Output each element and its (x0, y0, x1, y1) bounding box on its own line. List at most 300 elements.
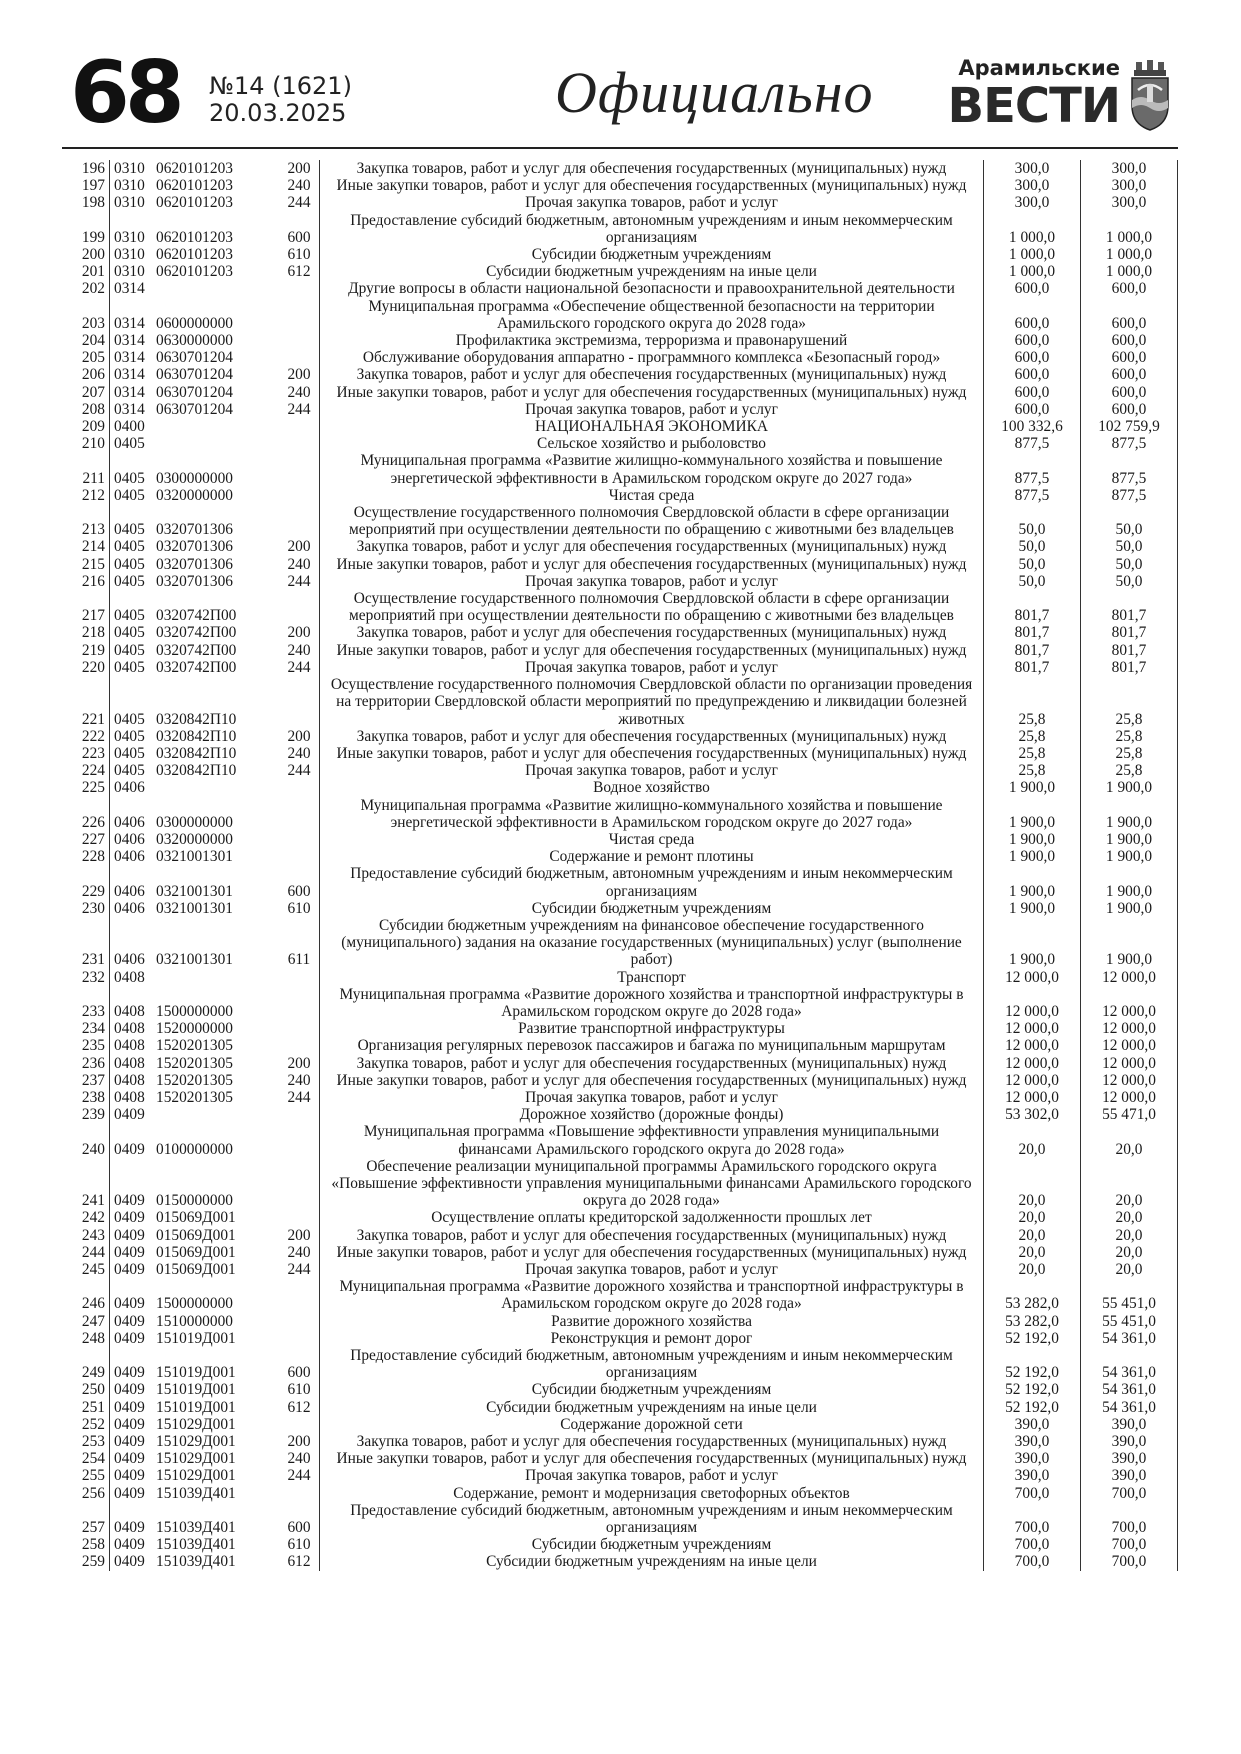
expense-type-code (279, 452, 320, 486)
expense-type-code: 200 (279, 160, 320, 177)
amount-2026: 390,0 (984, 1467, 1081, 1484)
page-number: 68 (70, 43, 180, 143)
amount-2027: 600,0 (1081, 332, 1178, 349)
expense-type-code: 200 (279, 624, 320, 641)
expense-type-code (279, 1123, 320, 1157)
section-code: 0400 (114, 418, 145, 436)
section-code: 0310 (114, 228, 145, 246)
amount-2026: 600,0 (984, 401, 1081, 418)
table-row (62, 401, 1178, 418)
item-name: Прочая закупка товаров, работ и услуг (320, 1089, 984, 1106)
table-row (62, 1278, 1178, 1312)
item-name: Иные закупки товаров, работ и услуг для обеспечения государственных (муниципальных) нужд (320, 1244, 984, 1261)
target-article-code: 0320701306 (156, 572, 233, 590)
amount-2026: 52 192,0 (984, 1399, 1081, 1416)
table-row (62, 659, 1178, 676)
amount-2026: 25,8 (984, 728, 1081, 745)
target-article-code (153, 1106, 279, 1123)
item-name: Иные закупки товаров, работ и услуг для обеспечения государственных (муниципальных) нужд (320, 177, 984, 194)
amount-2027: 700,0 (1081, 1536, 1178, 1553)
target-article-code (153, 418, 279, 435)
item-name: Субсидии бюджетным учреждениям (320, 246, 984, 263)
item-name: Закупка товаров, работ и услуг для обеспечения государственных (муниципальных) нужд (320, 160, 984, 177)
section-code: 0314 (114, 383, 145, 401)
section-code: 0406 (114, 830, 145, 848)
table-row (62, 384, 1178, 401)
table-row (62, 1261, 1178, 1278)
amount-2026: 700,0 (984, 1536, 1081, 1553)
expense-type-code: 612 (279, 1399, 320, 1416)
row-number: 225 (62, 779, 110, 796)
item-name: Чистая среда (320, 831, 984, 848)
target-article-code: 0620101203 (156, 263, 233, 281)
section-code: 0406 (114, 779, 145, 797)
section-code: 0409 (114, 1295, 145, 1313)
row-number: 201 (62, 263, 110, 280)
table-row (62, 332, 1178, 349)
row-number: 223 (62, 745, 110, 762)
item-name: Организация регулярных перевозок пассажиров и багажа по муниципальным маршрутам (320, 1037, 984, 1054)
amount-2026: 600,0 (984, 384, 1081, 401)
amount-2026: 53 282,0 (984, 1278, 1081, 1312)
table-row (62, 556, 1178, 573)
target-article-code: 0630701204 (156, 366, 233, 384)
row-number: 214 (62, 538, 110, 555)
row-number: 206 (62, 366, 110, 383)
target-article-code: 0300000000 (156, 813, 233, 831)
amount-2027: 55 451,0 (1081, 1313, 1178, 1330)
item-name: Осуществление государственного полномочия Свердловской области в сфере организации мероприятий при осуществлении деятельности по обращению с животными без владельцев (320, 590, 984, 624)
expense-type-code: 244 (279, 401, 320, 418)
table-row (62, 1244, 1178, 1261)
expense-type-code: 600 (279, 212, 320, 246)
table-row (62, 1227, 1178, 1244)
section-code: 0314 (114, 280, 145, 298)
amount-2027: 700,0 (1081, 1553, 1178, 1570)
expense-type-code: 240 (279, 556, 320, 573)
section-code: 0314 (114, 332, 145, 350)
amount-2026: 25,8 (984, 745, 1081, 762)
target-article-code: 151029Д001 (156, 1467, 236, 1485)
expense-type-code: 612 (279, 263, 320, 280)
row-number: 202 (62, 280, 110, 297)
target-article-code: 1520201305 (156, 1054, 233, 1072)
amount-2026: 53 282,0 (984, 1313, 1081, 1330)
amount-2026: 600,0 (984, 298, 1081, 332)
item-name: Прочая закупка товаров, работ и услуг (320, 762, 984, 779)
amount-2027: 600,0 (1081, 384, 1178, 401)
expense-type-code: 610 (279, 900, 320, 917)
issue-date: 20.03.2025 (209, 99, 347, 127)
budget-table-body (62, 160, 1178, 1571)
amount-2026: 12 000,0 (984, 1020, 1081, 1037)
table-row (62, 1502, 1178, 1536)
amount-2027: 25,8 (1081, 745, 1178, 762)
target-article-code: 0630000000 (156, 332, 233, 350)
expense-type-code (279, 797, 320, 831)
table-row (62, 349, 1178, 366)
section-code: 0405 (114, 762, 145, 780)
section-code: 0405 (114, 710, 145, 728)
table-row (62, 504, 1178, 538)
target-article-code: 0620101203 (156, 160, 233, 177)
item-name: Субсидии бюджетным учреждениям (320, 1381, 984, 1398)
table-row (62, 745, 1178, 762)
item-name: Содержание, ремонт и модернизация светофорных объектов (320, 1485, 984, 1502)
section-code: 0405 (114, 572, 145, 590)
item-name: Чистая среда (320, 487, 984, 504)
target-article-code: 151039Д401 (156, 1553, 236, 1571)
section-code: 0405 (114, 744, 145, 762)
table-row (62, 590, 1178, 624)
row-number: 231 (62, 917, 110, 969)
target-article-code: 151019Д001 (156, 1329, 236, 1347)
amount-2027: 20,0 (1081, 1244, 1178, 1261)
expense-type-code (279, 435, 320, 452)
expense-type-code (279, 1485, 320, 1502)
section-code: 0409 (114, 1261, 145, 1278)
target-article-code: 151039Д401 (156, 1519, 236, 1537)
row-number: 213 (62, 504, 110, 538)
table-row (62, 160, 1178, 177)
section-code: 0310 (114, 246, 145, 264)
item-name: Развитие дорожного хозяйства (320, 1313, 984, 1330)
amount-2027: 12 000,0 (1081, 1089, 1178, 1106)
amount-2026: 12 000,0 (984, 1037, 1081, 1054)
item-name: Осуществление государственного полномочия Свердловской области в сфере организации мероприятий при осуществлении деятельности по обращению с животными без владельцев (320, 504, 984, 538)
expense-type-code: 200 (279, 538, 320, 555)
table-row (62, 1450, 1178, 1467)
row-number: 244 (62, 1244, 110, 1261)
expense-type-code: 240 (279, 1450, 320, 1467)
amount-2027: 20,0 (1081, 1123, 1178, 1157)
header-rule (62, 147, 1178, 149)
section-code: 0406 (114, 882, 145, 900)
expense-type-code (279, 986, 320, 1020)
row-number: 238 (62, 1089, 110, 1106)
target-article-code: 0320701306 (156, 538, 233, 556)
item-name: Содержание и ремонт плотины (320, 848, 984, 865)
row-number: 227 (62, 831, 110, 848)
table-row (62, 1037, 1178, 1054)
section-code: 0310 (114, 160, 145, 177)
item-name: Муниципальная программа «Повышение эффективности управления муниципальными финансами Арамильского городского округа до 2028 года» (320, 1123, 984, 1157)
section-code: 0409 (114, 1209, 145, 1227)
expense-type-code (279, 298, 320, 332)
row-number: 236 (62, 1055, 110, 1072)
amount-2026: 600,0 (984, 349, 1081, 366)
item-name: Развитие транспортной инфраструктуры (320, 1020, 984, 1037)
target-article-code: 1520201305 (156, 1071, 233, 1089)
issue-info (209, 73, 352, 127)
amount-2027: 54 361,0 (1081, 1399, 1178, 1416)
row-number: 254 (62, 1450, 110, 1467)
table-row (62, 246, 1178, 263)
target-article-code: 0620101203 (156, 194, 233, 212)
amount-2027: 1 000,0 (1081, 263, 1178, 280)
row-number: 218 (62, 624, 110, 641)
amount-2027: 801,7 (1081, 642, 1178, 659)
section-code: 0405 (114, 658, 145, 676)
item-name: Реконструкция и ремонт дорог (320, 1330, 984, 1347)
section-code: 0409 (114, 1467, 145, 1485)
section-code: 0409 (114, 1192, 145, 1210)
item-name: Закупка товаров, работ и услуг для обеспечения государственных (муниципальных) нужд (320, 366, 984, 383)
amount-2026: 390,0 (984, 1416, 1081, 1433)
row-number: 205 (62, 349, 110, 366)
section-code: 0405 (114, 624, 145, 642)
table-row (62, 418, 1178, 435)
item-name: Муниципальная программа «Развитие жилищно-коммунального хозяйства и повышение энергетической эффективности в Арамильском городском округе до 2027 года» (320, 452, 984, 486)
table-row (62, 212, 1178, 246)
row-number: 230 (62, 900, 110, 917)
amount-2027: 12 000,0 (1081, 986, 1178, 1020)
amount-2027: 877,5 (1081, 452, 1178, 486)
logo-main-text: ВЕСТИ (947, 78, 1120, 134)
amount-2027: 877,5 (1081, 435, 1178, 452)
amount-2027: 20,0 (1081, 1261, 1178, 1278)
item-name: Прочая закупка товаров, работ и услуг (320, 1467, 984, 1484)
amount-2026: 700,0 (984, 1553, 1081, 1570)
expense-type-code (279, 1313, 320, 1330)
amount-2026: 1 000,0 (984, 212, 1081, 246)
row-number: 211 (62, 452, 110, 486)
section-code: 0406 (114, 951, 145, 969)
section-code: 0409 (114, 1329, 145, 1347)
section-code: 0409 (114, 1536, 145, 1554)
amount-2026: 1 900,0 (984, 831, 1081, 848)
expense-type-code (279, 590, 320, 624)
amount-2027: 50,0 (1081, 573, 1178, 590)
section-code: 0409 (114, 1484, 145, 1502)
section-code: 0405 (114, 641, 145, 659)
row-number: 217 (62, 590, 110, 624)
expense-type-code (279, 1020, 320, 1037)
amount-2027: 20,0 (1081, 1209, 1178, 1226)
section-code: 0408 (114, 968, 145, 986)
item-name: Прочая закупка товаров, работ и услуг (320, 573, 984, 590)
target-article-code (153, 280, 279, 297)
table-row (62, 762, 1178, 779)
target-article-code: 151039Д401 (156, 1484, 236, 1502)
target-article-code: 0600000000 (156, 314, 233, 332)
table-row (62, 573, 1178, 590)
row-number: 256 (62, 1485, 110, 1502)
amount-2026: 1 900,0 (984, 900, 1081, 917)
row-number: 237 (62, 1072, 110, 1089)
amount-2027: 390,0 (1081, 1450, 1178, 1467)
row-number: 241 (62, 1158, 110, 1210)
table-row (62, 1416, 1178, 1433)
section-code: 0406 (114, 899, 145, 917)
section-code: 0406 (114, 848, 145, 866)
item-name: Предоставление субсидий бюджетным, автономным учреждениям и иным некоммерческим организациям (320, 865, 984, 899)
row-number: 245 (62, 1261, 110, 1278)
table-row (62, 1020, 1178, 1037)
expense-type-code: 240 (279, 177, 320, 194)
expense-type-code: 610 (279, 1536, 320, 1553)
target-article-code: 0630701204 (156, 383, 233, 401)
expense-type-code: 610 (279, 1381, 320, 1398)
section-code: 0409 (114, 1312, 145, 1330)
section-code: 0409 (114, 1140, 145, 1158)
expense-type-code (279, 349, 320, 366)
amount-2026: 877,5 (984, 487, 1081, 504)
item-name: Субсидии бюджетным учреждениям на иные цели (320, 1399, 984, 1416)
table-row (62, 728, 1178, 745)
expense-type-code (279, 848, 320, 865)
item-name: Иные закупки товаров, работ и услуг для обеспечения государственных (муниципальных) нужд (320, 384, 984, 401)
amount-2026: 50,0 (984, 573, 1081, 590)
expense-type-code (279, 831, 320, 848)
target-article-code: 0320842П10 (156, 762, 237, 780)
target-article-code: 1500000000 (156, 1295, 233, 1313)
row-number: 219 (62, 642, 110, 659)
target-article-code: 015069Д001 (156, 1226, 236, 1244)
table-row (62, 366, 1178, 383)
table-row (62, 177, 1178, 194)
section-code: 0409 (114, 1243, 145, 1261)
amount-2027: 600,0 (1081, 366, 1178, 383)
row-number: 199 (62, 212, 110, 246)
table-row (62, 986, 1178, 1020)
amount-2026: 877,5 (984, 435, 1081, 452)
table-row (62, 1467, 1178, 1484)
amount-2026: 1 000,0 (984, 246, 1081, 263)
amount-2027: 50,0 (1081, 538, 1178, 555)
amount-2027: 801,7 (1081, 624, 1178, 641)
item-name: Сельское хозяйство и рыболовство (320, 435, 984, 452)
amount-2026: 1 900,0 (984, 848, 1081, 865)
amount-2027: 1 900,0 (1081, 831, 1178, 848)
section-code: 0408 (114, 1002, 145, 1020)
target-article-code (153, 435, 279, 452)
amount-2026: 20,0 (984, 1244, 1081, 1261)
table-row (62, 779, 1178, 796)
table-row (62, 1347, 1178, 1381)
amount-2027: 877,5 (1081, 487, 1178, 504)
item-name: Обслуживание оборудования аппаратно - программного комплекса «Безопасный город» (320, 349, 984, 366)
amount-2027: 1 900,0 (1081, 797, 1178, 831)
expense-type-code: 600 (279, 865, 320, 899)
amount-2026: 1 900,0 (984, 797, 1081, 831)
table-row (62, 1553, 1178, 1570)
item-name: Закупка товаров, работ и услуг для обеспечения государственных (муниципальных) нужд (320, 1433, 984, 1450)
section-code: 0408 (114, 1054, 145, 1072)
amount-2027: 1 900,0 (1081, 865, 1178, 899)
row-number: 204 (62, 332, 110, 349)
table-row (62, 1123, 1178, 1157)
section-code: 0405 (114, 469, 145, 487)
amount-2026: 12 000,0 (984, 986, 1081, 1020)
section-code: 0314 (114, 366, 145, 384)
target-article-code: 0321001301 (156, 882, 233, 900)
target-article-code: 151039Д401 (156, 1536, 236, 1554)
amount-2027: 801,7 (1081, 590, 1178, 624)
target-article-code: 1520201305 (156, 1088, 233, 1106)
table-row (62, 1158, 1178, 1210)
target-article-code: 0320742П00 (156, 641, 237, 659)
expense-type-code: 244 (279, 194, 320, 211)
expense-type-code (279, 1330, 320, 1347)
amount-2026: 1 900,0 (984, 917, 1081, 969)
table-row (62, 1485, 1178, 1502)
table-row (62, 917, 1178, 969)
section-code: 0405 (114, 555, 145, 573)
target-article-code: 151029Д001 (156, 1433, 236, 1451)
expense-type-code: 244 (279, 659, 320, 676)
table-row (62, 1433, 1178, 1450)
item-name: Иные закупки товаров, работ и услуг для обеспечения государственных (муниципальных) нужд (320, 1072, 984, 1089)
expense-type-code: 244 (279, 1089, 320, 1106)
item-name: Предоставление субсидий бюджетным, автономным учреждениям и иным некоммерческим организациям (320, 1347, 984, 1381)
target-article-code: 0321001301 (156, 951, 233, 969)
page-header (0, 0, 1241, 150)
amount-2026: 877,5 (984, 452, 1081, 486)
target-article-code: 0320842П10 (156, 744, 237, 762)
section-code: 0405 (114, 607, 145, 625)
item-name: Обеспечение реализации муниципальной программы Арамильского городского округа «Повышение эффективности управления муниципальными финансами Арамильского городского округа до 2028 года» (320, 1158, 984, 1210)
section-code: 0314 (114, 314, 145, 332)
table-row (62, 487, 1178, 504)
amount-2026: 300,0 (984, 177, 1081, 194)
item-name: Дорожное хозяйство (дорожные фонды) (320, 1106, 984, 1123)
item-name: Иные закупки товаров, работ и услуг для обеспечения государственных (муниципальных) нужд (320, 745, 984, 762)
amount-2026: 390,0 (984, 1433, 1081, 1450)
table-row (62, 1209, 1178, 1226)
amount-2027: 12 000,0 (1081, 1020, 1178, 1037)
expense-type-code (279, 487, 320, 504)
table-row (62, 797, 1178, 831)
target-article-code: 0320742П00 (156, 607, 237, 625)
section-code: 0409 (114, 1553, 145, 1571)
amount-2026: 700,0 (984, 1485, 1081, 1502)
target-article-code: 0320742П00 (156, 658, 237, 676)
table-row (62, 1089, 1178, 1106)
section-code: 0405 (114, 435, 145, 453)
amount-2026: 600,0 (984, 280, 1081, 297)
table-row (62, 435, 1178, 452)
item-name: Иные закупки товаров, работ и услуг для обеспечения государственных (муниципальных) нужд (320, 556, 984, 573)
table-row (62, 969, 1178, 986)
expense-type-code (279, 1416, 320, 1433)
expense-type-code: 200 (279, 1433, 320, 1450)
section-code: 0310 (114, 194, 145, 212)
row-number: 234 (62, 1020, 110, 1037)
target-article-code: 1520000000 (156, 1020, 233, 1038)
item-name: Содержание дорожной сети (320, 1416, 984, 1433)
item-name: Муниципальная программа «Обеспечение общественной безопасности на территории Арамильского городского округа до 2028 года» (320, 298, 984, 332)
amount-2027: 25,8 (1081, 728, 1178, 745)
expense-type-code: 244 (279, 573, 320, 590)
table-row (62, 298, 1178, 332)
item-name: Субсидии бюджетным учреждениям на финансовое обеспечение государственного (муниципального) задания на оказание государственных (муниципальных) услуг (выполнение работ) (320, 917, 984, 969)
target-article-code: 015069Д001 (156, 1261, 236, 1278)
target-article-code: 0320000000 (156, 830, 233, 848)
amount-2026: 300,0 (984, 194, 1081, 211)
target-article-code: 0300000000 (156, 469, 233, 487)
item-name: Муниципальная программа «Развитие дорожного хозяйства и транспортной инфраструктуры в Арамильском городском округе до 2028 года» (320, 986, 984, 1020)
item-name: Субсидии бюджетным учреждениям (320, 1536, 984, 1553)
target-article-code: 1500000000 (156, 1002, 233, 1020)
target-article-code: 151019Д001 (156, 1364, 236, 1382)
expense-type-code (279, 779, 320, 796)
section-code: 0406 (114, 813, 145, 831)
row-number: 246 (62, 1278, 110, 1312)
table-row (62, 1072, 1178, 1089)
item-name: Предоставление субсидий бюджетным, автономным учреждениям и иным некоммерческим организациям (320, 212, 984, 246)
table-row (62, 1106, 1178, 1123)
